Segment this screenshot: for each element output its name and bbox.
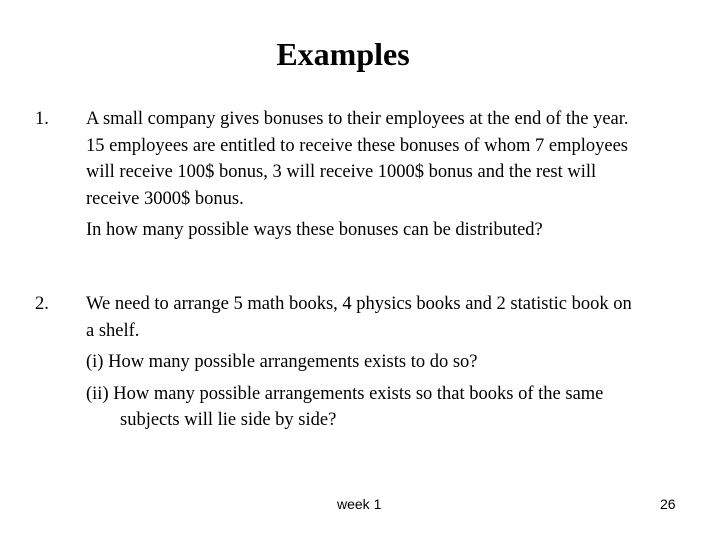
item-number: 2. (35, 294, 49, 314)
item-text-line: will receive 100$ bonus, 3 will receive 1000$ bonus and the rest will (86, 162, 597, 182)
item-text-line: a shelf. (86, 320, 140, 341)
item-text-line: We need to arrange 5 math books, 4 physics books and 2 statistic book on (86, 294, 632, 314)
slide-title: Examples (276, 36, 410, 72)
item-number: 1. (35, 109, 49, 129)
item-body (86, 106, 686, 244)
footer-week-label: week 1 (337, 496, 382, 512)
slide-number: 26 (660, 496, 676, 512)
sub-question-i: (i) How many possible arrangements exists to do so? (86, 352, 478, 372)
sub-question-ii-continued: subjects will lie side by side? (120, 410, 337, 430)
item-text-line: A small company gives bonuses to their employees at the end of the year. (86, 109, 629, 129)
item-question: In how many possible ways these bonuses can be distributed? (86, 220, 543, 240)
item-text-line: 15 employees are entitled to receive these bonuses of whom 7 employees (86, 135, 628, 156)
item-body (86, 291, 686, 434)
item-text-line: receive 3000$ bonus. (86, 188, 244, 209)
sub-question-ii: (ii) How many possible arrangements exists so that books of the same (86, 383, 604, 404)
